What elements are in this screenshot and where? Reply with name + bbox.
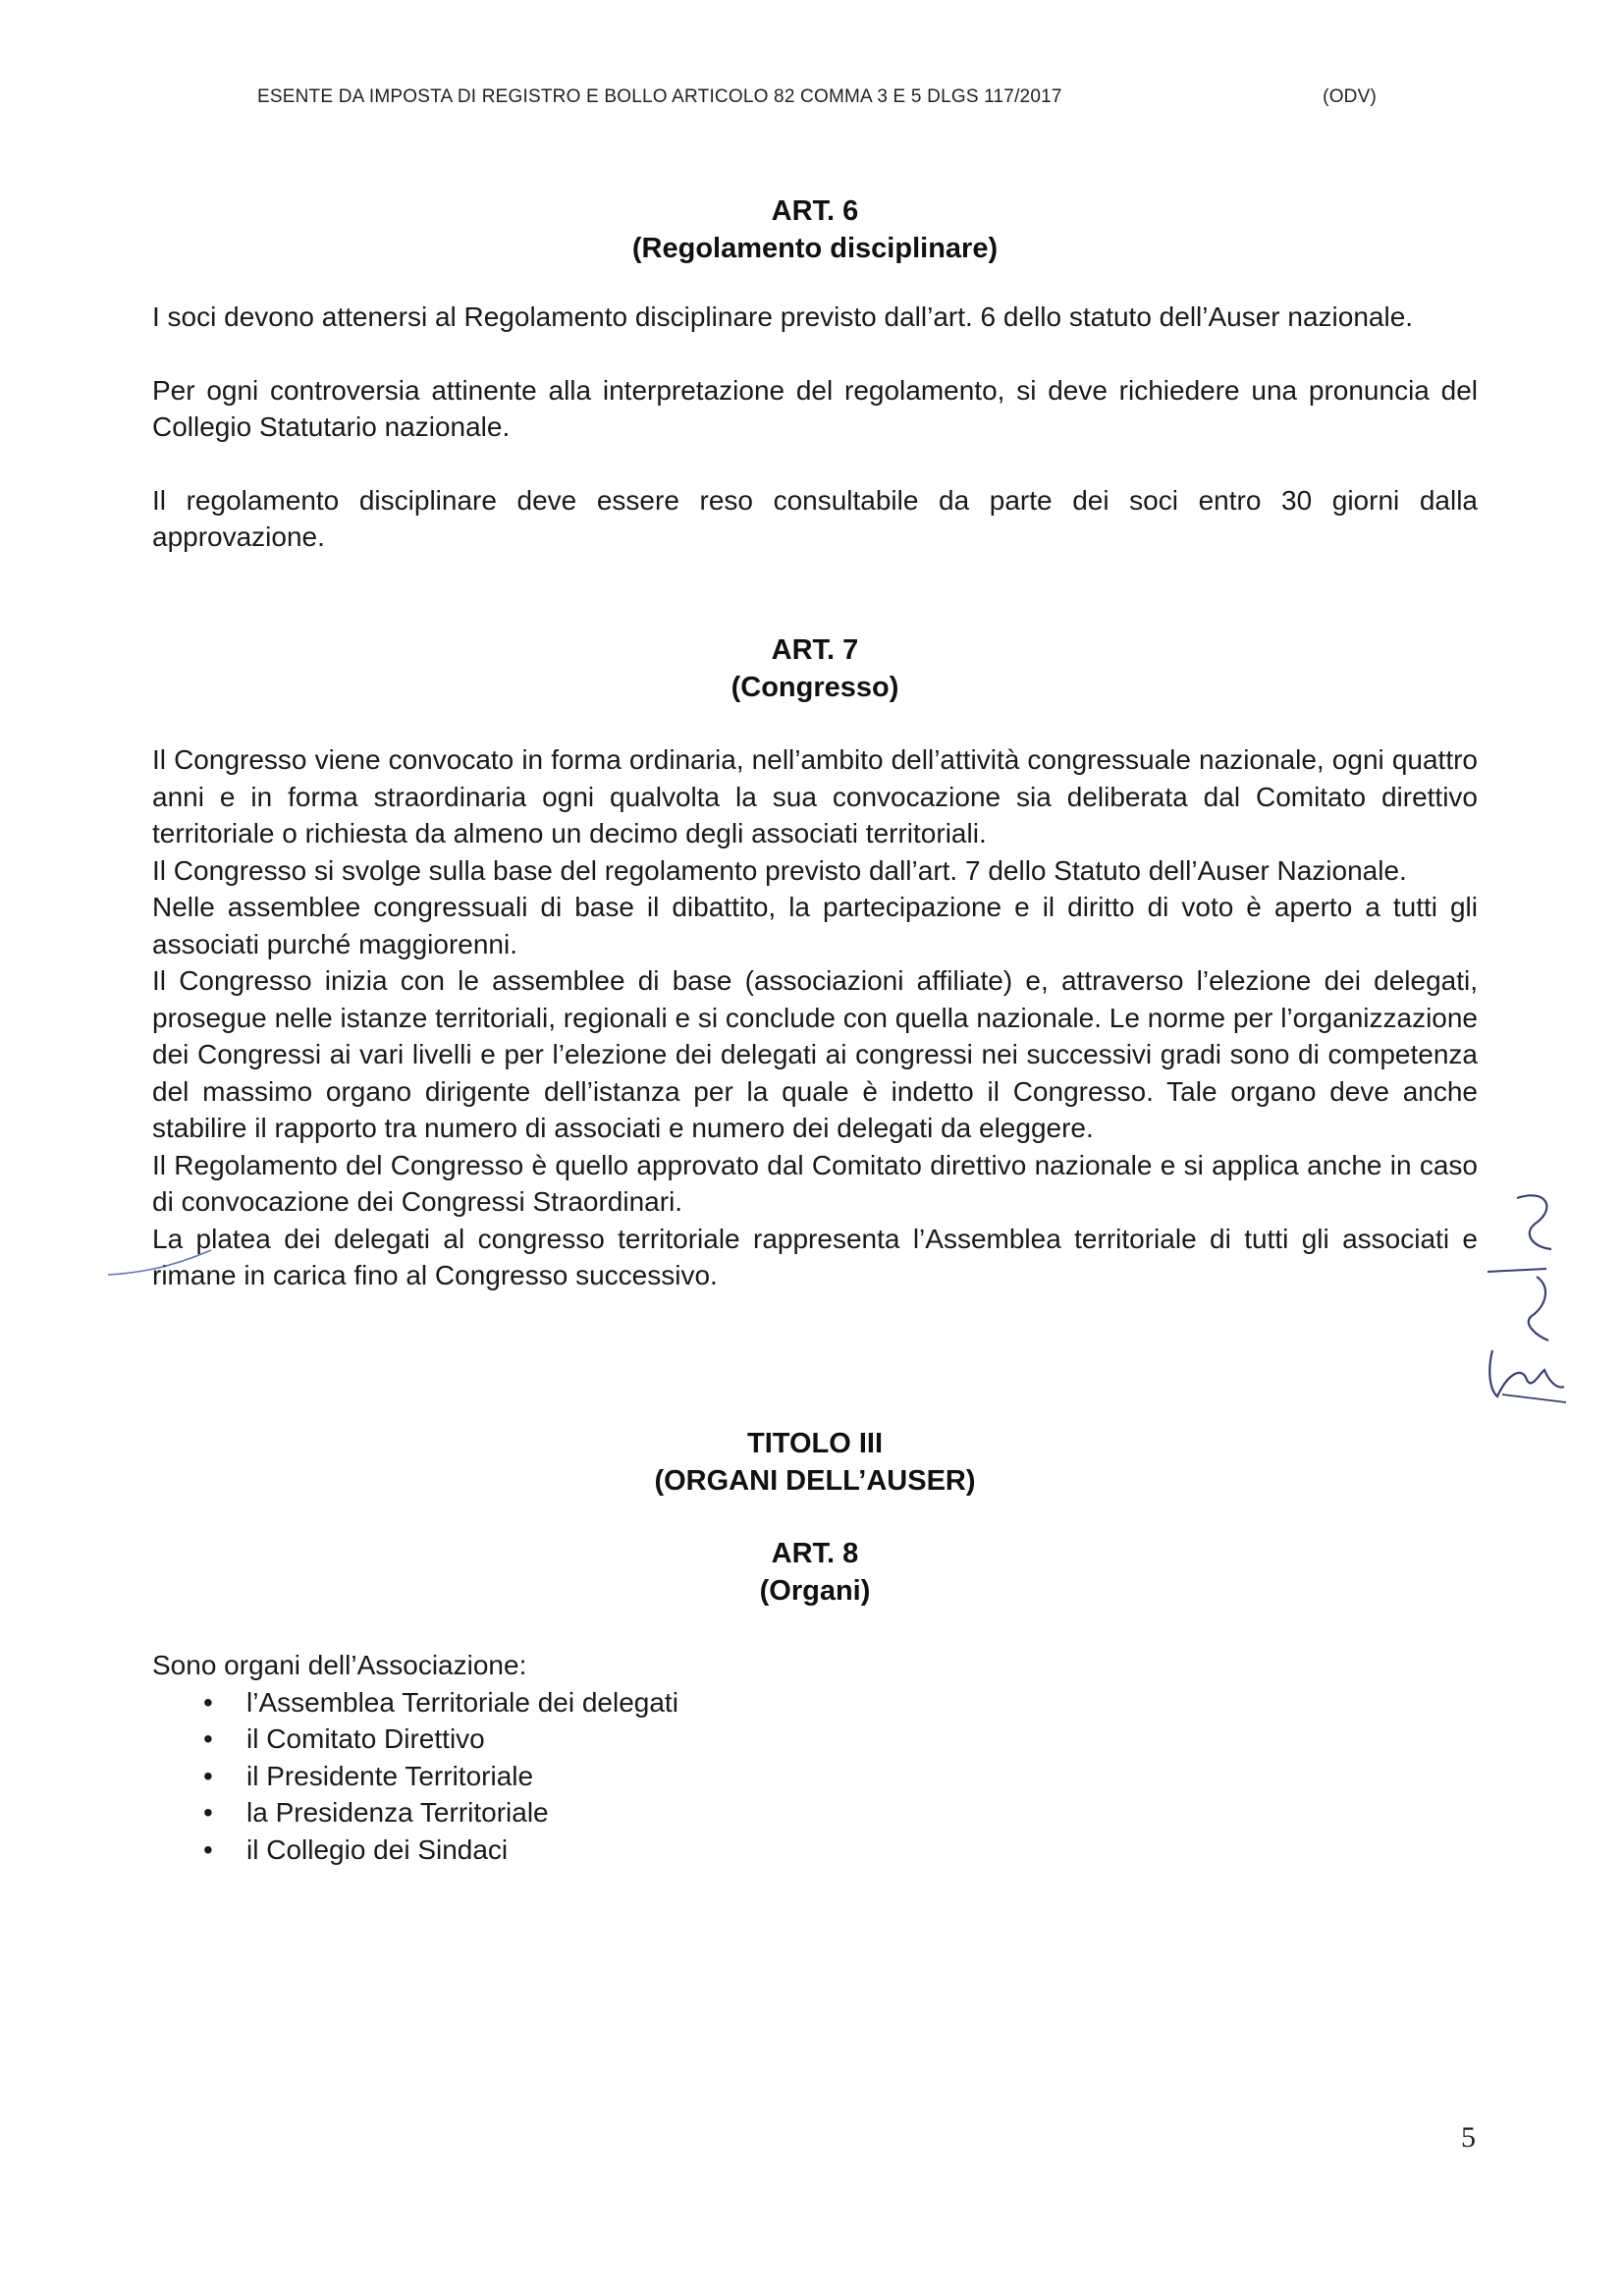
list-item-text: il Presidente Territoriale <box>246 1760 534 1791</box>
pen-stroke-mark <box>103 1245 221 1285</box>
list-item <box>152 1758 1478 1795</box>
article-7-paragraph: Il Congresso inizia con le assemblee di base (associazioni affiliate) e, attraverso l’elezione dei delegati, prosegue nelle istanze territoriali, regionali e si conclude con quella nazionale. Le norme per l’organizzazione dei Congressi ai vari livelli e per l’elezione dei delegati ai congressi nei successivi gradi sono di competenza del massimo organo dirigente dell’istanza per la quale è indetto il Congresso. Tale organo deve anche stabilire il rapporto tra numero di associati e numero dei delegati da eleggere. <box>152 965 1478 1143</box>
organs-list <box>152 1684 1478 1869</box>
article-8 <box>152 1535 1478 1868</box>
article-6-title: ART. 6 <box>771 195 859 227</box>
article-7-subtitle: (Congresso) <box>730 672 899 703</box>
article-7-paragraph: Il Congresso si svolge sulla base del regolamento previsto dall’art. 7 dello Statuto dell’Auser Nazionale. <box>152 854 1407 886</box>
bullet-icon: • <box>203 1797 213 1828</box>
page-number: 5 <box>1461 2121 1476 2154</box>
bullet-icon: • <box>203 1760 213 1791</box>
article-8-subtitle: (Organi) <box>759 1575 871 1607</box>
article-6-subtitle: (Regolamento disciplinare) <box>631 233 999 264</box>
title-iii <box>152 1425 1478 1500</box>
bullet-icon: • <box>203 1833 213 1865</box>
list-item-text: il Collegio dei Sindaci <box>246 1833 509 1865</box>
article-8-intro: Sono organi dell’Associazione: <box>152 1650 527 1680</box>
bullet-icon: • <box>203 1723 213 1754</box>
article-7-paragraph: La platea dei delegati al congresso territoriale rappresenta l’Assemblea territoriale di tutti gli associati e rimane in carica fino al Congresso successivo. <box>152 1223 1478 1290</box>
article-6-paragraph: Per ogni controversia attinente alla interpretazione del regolamento, si deve richiedere una pronuncia del Collegio Statutario nazionale. <box>152 374 1478 442</box>
list-item <box>152 1831 1478 1869</box>
article-7-paragraph: Il Regolamento del Congresso è quello approvato dal Comitato direttivo nazionale e si applica anche in caso di convocazione dei Congressi Straordinari. <box>152 1149 1478 1217</box>
article-7-paragraph: Nelle assemblee congressuali di base il dibattito, la partecipazione e il diritto di voto è aperto a tutti gli associati purché maggiorenni. <box>152 892 1478 959</box>
header-text: ESENTE DA IMPOSTA DI REGISTRO E BOLLO ARTICOLO 82 COMMA 3 E 5 DLGS 117/2017 <box>257 86 1062 107</box>
list-item-text: la Presidenza Territoriale <box>246 1797 549 1828</box>
handwritten-signature <box>1478 1178 1596 1414</box>
page-header <box>257 86 1377 108</box>
list-item <box>152 1684 1478 1722</box>
list-item <box>152 1721 1478 1758</box>
article-7-title: ART. 7 <box>771 634 859 666</box>
bullet-icon: • <box>203 1686 213 1718</box>
article-7 <box>152 631 1478 1294</box>
article-6-paragraph: Il regolamento disciplinare deve essere reso consultabile da parte dei soci entro 30 giorni dalla approvazione. <box>152 484 1478 552</box>
list-item-text: l’Assemblea Territoriale dei delegati <box>246 1686 678 1718</box>
article-6 <box>152 192 1478 556</box>
list-item-text: il Comitato Direttivo <box>246 1723 485 1754</box>
title-iii-subtitle: (ORGANI DELL’AUSER) <box>654 1465 976 1497</box>
list-item <box>152 1794 1478 1831</box>
article-7-paragraph: Il Congresso viene convocato in forma ordinaria, nell’ambito dell’attività congressuale nazionale, ogni quattro anni e in forma straordinaria ogni qualvolta la sua convocazione sia deliberata dal Comitato direttivo territoriale o richiesta da almeno un decimo degli associati territoriali. <box>152 744 1478 848</box>
title-iii-title: TITOLO III <box>746 1428 884 1459</box>
header-tag: (ODV) <box>1323 86 1377 107</box>
article-6-paragraph: I soci devono attenersi al Regolamento disciplinare previsto dall’art. 6 dello statuto dell’Auser nazionale. <box>152 301 1414 332</box>
article-8-title: ART. 8 <box>771 1538 859 1569</box>
